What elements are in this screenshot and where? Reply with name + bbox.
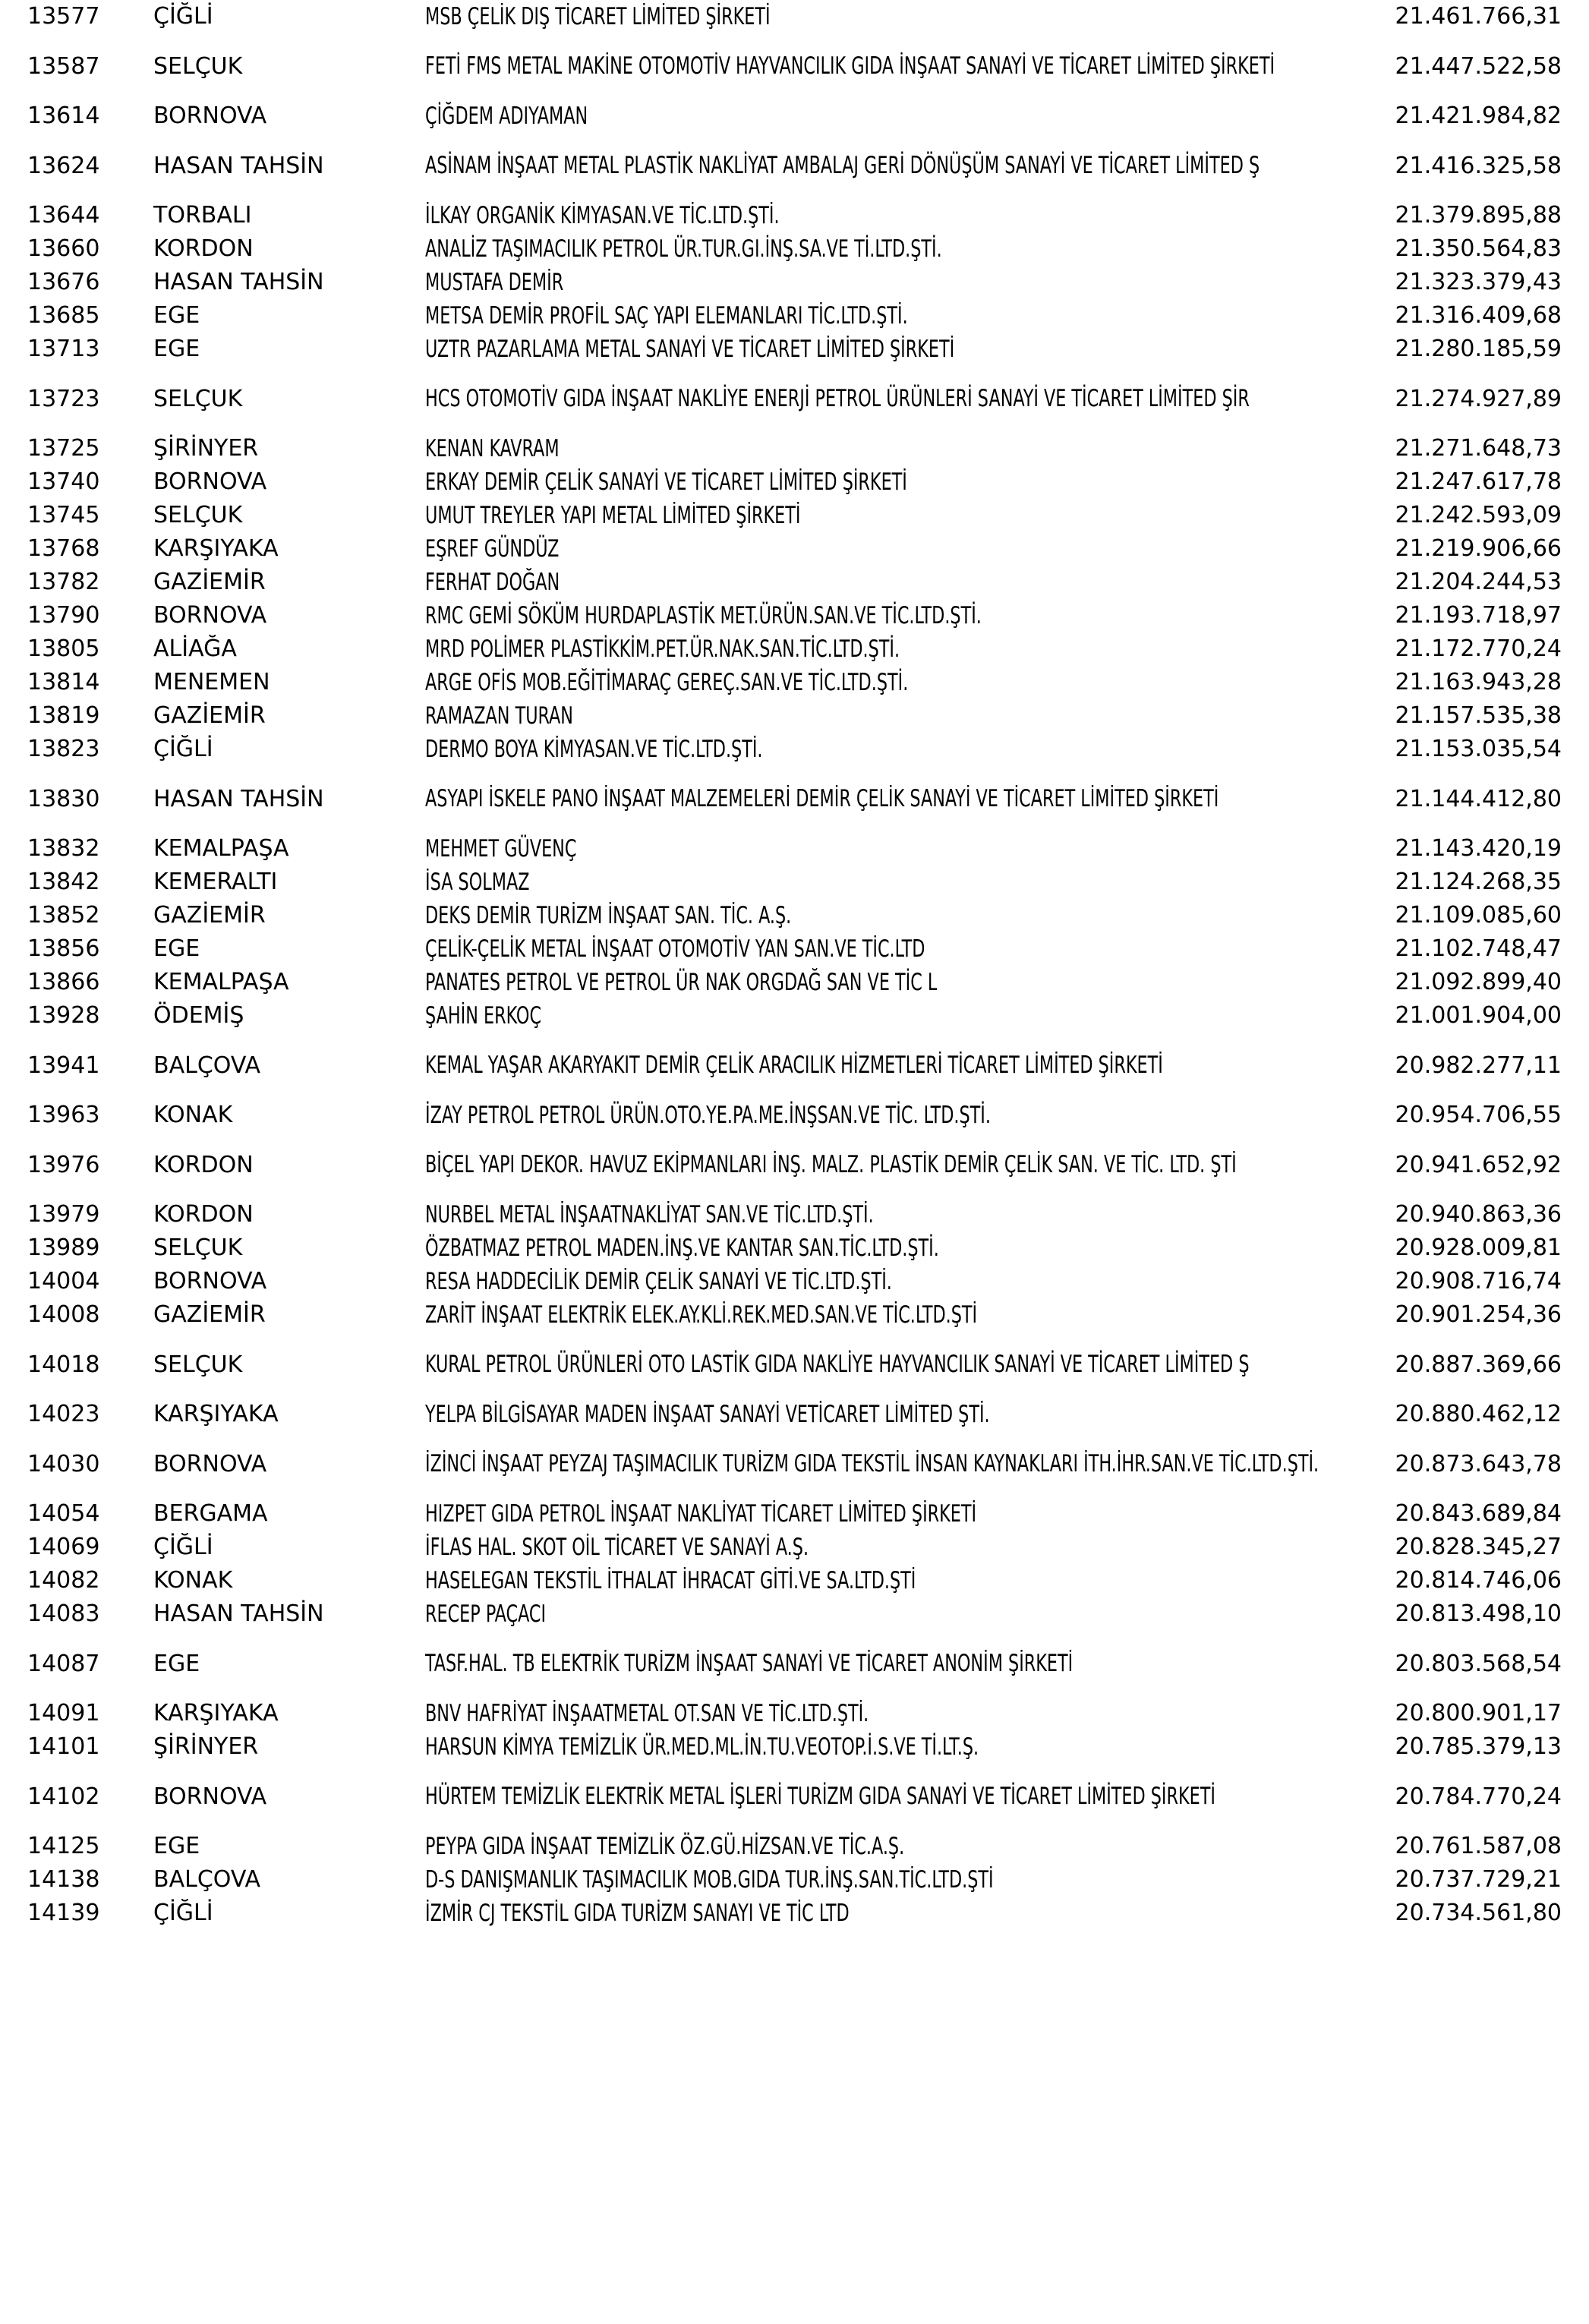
cell-tax-office: HASAN TAHSİN xyxy=(153,1600,324,1627)
cell-company-name xyxy=(418,1132,1388,1198)
company-name-text: EŞREF GÜNDÜZ xyxy=(425,534,560,563)
cell-debt-amount: 20.785.379,13 xyxy=(1395,1733,1562,1760)
cell-company-name xyxy=(418,1298,1388,1332)
company-name-text: HIZPET GIDA PETROL İNŞAAT NAKLİYAT TİCARET LİMİTED ŞİRKETİ xyxy=(425,1499,977,1528)
cell-tax-office: BALÇOVA xyxy=(153,1052,260,1079)
cell-tax-office: GAZİEMİR xyxy=(153,1301,266,1328)
cell-taxpayer-id: 13725 xyxy=(27,435,100,462)
company-name-text: NURBEL METAL İNŞAATNAKLİYAT SAN.VE TİC.LTD.ŞTİ. xyxy=(425,1200,874,1228)
cell-taxpayer-id: 14087 xyxy=(27,1650,100,1677)
cell-tax-office: KONAK xyxy=(153,1567,233,1594)
table-row xyxy=(0,266,1589,299)
company-name-text: ÖZBATMAZ PETROL MADEN.İNŞ.VE KANTAR SAN.TİC.LTD.ŞTİ. xyxy=(425,1234,939,1262)
cell-debt-amount: 21.204.244,53 xyxy=(1395,569,1562,595)
cell-company-name xyxy=(418,299,1388,333)
cell-debt-amount: 21.102.748,47 xyxy=(1395,935,1562,962)
table-row xyxy=(0,599,1589,632)
company-name-text: ZARİT İNŞAAT ELEKTRİK ELEK.AY.KLİ.REK.MED.SAN.VE TİC.LTD.ŞTİ xyxy=(425,1301,978,1329)
cell-taxpayer-id: 14004 xyxy=(27,1268,100,1294)
table-row xyxy=(0,966,1589,999)
cell-company-name xyxy=(418,766,1388,832)
table-row xyxy=(0,432,1589,465)
table-row xyxy=(0,1265,1589,1298)
cell-debt-amount: 20.880.462,12 xyxy=(1395,1401,1562,1427)
table-row xyxy=(0,1597,1589,1631)
table-row xyxy=(0,632,1589,666)
cell-taxpayer-id: 13979 xyxy=(27,1201,100,1228)
table-row xyxy=(0,999,1589,1033)
table-row xyxy=(0,1033,1589,1099)
cell-taxpayer-id: 14102 xyxy=(27,1783,100,1810)
table-row xyxy=(0,199,1589,232)
cell-company-name xyxy=(418,33,1388,99)
company-name-text: ARGE OFİS MOB.EĞİTİMARAÇ GEREÇ.SAN.VE TİC.LTD.ŞTİ. xyxy=(425,668,909,696)
cell-taxpayer-id: 14083 xyxy=(27,1600,100,1627)
cell-tax-office: ÖDEMİŞ xyxy=(153,1002,244,1029)
cell-debt-amount: 20.737.729,21 xyxy=(1395,1866,1562,1893)
company-name-text: RECEP PAÇACI xyxy=(425,1600,547,1628)
cell-debt-amount: 21.109.085,60 xyxy=(1395,902,1562,929)
cell-taxpayer-id: 13989 xyxy=(27,1235,100,1261)
company-name-text: HÜRTEM TEMİZLİK ELEKTRİK METAL İŞLERİ TURİZM GIDA SANAYİ VE TİCARET LİMİTED ŞİRKETİ xyxy=(425,1783,1215,1810)
table-row xyxy=(0,366,1589,432)
cell-debt-amount: 20.982.277,11 xyxy=(1395,1052,1562,1079)
cell-company-name xyxy=(418,1198,1388,1231)
company-name-text: İLKAY ORGANİK KİMYASAN.VE TİC.LTD.ŞTİ. xyxy=(425,201,780,229)
cell-debt-amount: 21.421.984,82 xyxy=(1395,102,1562,129)
cell-company-name xyxy=(418,133,1388,199)
company-name-text: RESA HADDECİLİK DEMİR ÇELİK SANAYİ VE TİC.LTD.ŞTİ. xyxy=(425,1267,892,1295)
cell-tax-office: BORNOVA xyxy=(153,1783,267,1810)
cell-debt-amount: 21.379.895,88 xyxy=(1395,202,1562,229)
cell-company-name xyxy=(418,1099,1388,1132)
table-row xyxy=(0,499,1589,532)
cell-debt-amount: 20.814.746,06 xyxy=(1395,1567,1562,1594)
company-name-text: PANATES PETROL VE PETROL ÜR NAK ORGDAĞ SAN VE TİC L xyxy=(425,968,938,996)
cell-tax-office: KORDON xyxy=(153,1151,254,1178)
cell-tax-office: KARŞIYAKA xyxy=(153,1700,279,1726)
cell-taxpayer-id: 13723 xyxy=(27,385,100,412)
cell-company-name xyxy=(418,866,1388,899)
cell-tax-office: KORDON xyxy=(153,1201,254,1228)
cell-taxpayer-id: 13745 xyxy=(27,502,100,528)
company-name-text: METSA DEMİR PROFİL SAÇ YAPI ELEMANLARI TİC.LTD.ŞTİ. xyxy=(425,301,908,330)
cell-taxpayer-id: 14101 xyxy=(27,1733,100,1760)
cell-tax-office: EGE xyxy=(153,302,200,329)
table-row xyxy=(0,333,1589,366)
cell-tax-office: SELÇUK xyxy=(153,52,243,80)
table-row xyxy=(0,733,1589,766)
cell-tax-office: BORNOVA xyxy=(153,468,267,495)
company-name-text: KEMAL YAŞAR AKARYAKIT DEMİR ÇELİK ARACILIK HİZMETLERİ TİCARET LİMİTED ŞİRKETİ xyxy=(425,1052,1163,1079)
cell-tax-office: ÇİĞLİ xyxy=(153,736,213,762)
cell-company-name xyxy=(418,632,1388,666)
table-row xyxy=(0,1497,1589,1531)
cell-company-name xyxy=(418,1830,1388,1863)
cell-company-name xyxy=(418,932,1388,966)
cell-tax-office: HASAN TAHSİN xyxy=(153,785,324,812)
cell-taxpayer-id: 13624 xyxy=(27,152,100,179)
cell-debt-amount: 20.908.716,74 xyxy=(1395,1268,1562,1294)
cell-taxpayer-id: 13832 xyxy=(27,835,100,862)
cell-taxpayer-id: 13768 xyxy=(27,535,100,562)
table-row xyxy=(0,699,1589,733)
cell-company-name xyxy=(418,999,1388,1033)
table-row xyxy=(0,465,1589,499)
cell-debt-amount: 21.447.522,58 xyxy=(1395,52,1562,80)
cell-taxpayer-id: 13819 xyxy=(27,702,100,729)
table-row xyxy=(0,1398,1589,1431)
table-row xyxy=(0,1863,1589,1897)
company-name-text: BNV HAFRİYAT İNŞAATMETAL OT.SAN VE TİC.LTD.ŞTİ. xyxy=(425,1699,869,1727)
table-row xyxy=(0,1531,1589,1564)
cell-debt-amount: 20.928.009,81 xyxy=(1395,1235,1562,1261)
cell-company-name xyxy=(418,1497,1388,1531)
cell-taxpayer-id: 13790 xyxy=(27,602,100,629)
cell-debt-amount: 20.828.345,27 xyxy=(1395,1534,1562,1560)
cell-debt-amount: 20.784.770,24 xyxy=(1395,1783,1562,1810)
cell-debt-amount: 20.887.369,66 xyxy=(1395,1351,1562,1378)
cell-company-name xyxy=(418,1033,1388,1099)
table-row xyxy=(0,1631,1589,1697)
cell-debt-amount: 20.901.254,36 xyxy=(1395,1301,1562,1328)
cell-taxpayer-id: 13976 xyxy=(27,1151,100,1178)
cell-tax-office: BALÇOVA xyxy=(153,1866,260,1893)
cell-debt-amount: 21.350.564,83 xyxy=(1395,235,1562,262)
cell-company-name xyxy=(418,0,1388,33)
cell-debt-amount: 21.153.035,54 xyxy=(1395,736,1562,762)
cell-debt-amount: 20.843.689,84 xyxy=(1395,1500,1562,1527)
cell-taxpayer-id: 13644 xyxy=(27,202,100,229)
cell-debt-amount: 21.172.770,24 xyxy=(1395,635,1562,662)
cell-company-name xyxy=(418,1697,1388,1730)
cell-tax-office: SELÇUK xyxy=(153,1351,243,1378)
table-row xyxy=(0,666,1589,699)
cell-debt-amount: 21.416.325,58 xyxy=(1395,152,1562,179)
company-name-text: DEKS DEMİR TURİZM İNŞAAT SAN. TİC. A.Ş. xyxy=(425,901,792,929)
cell-debt-amount: 20.813.498,10 xyxy=(1395,1600,1562,1627)
table-row xyxy=(0,1132,1589,1198)
cell-taxpayer-id: 14138 xyxy=(27,1866,100,1893)
cell-company-name xyxy=(418,465,1388,499)
company-name-text: İSA SOLMAZ xyxy=(425,868,530,896)
table-row xyxy=(0,1198,1589,1231)
company-name-text: ÇELİK-ÇELİK METAL İNŞAAT OTOMOTİV YAN SAN.VE TİC.LTD xyxy=(425,935,925,963)
cell-taxpayer-id: 13713 xyxy=(27,336,100,362)
cell-company-name xyxy=(418,1531,1388,1564)
cell-taxpayer-id: 13866 xyxy=(27,969,100,995)
company-name-text: TASF.HAL. TB ELEKTRİK TURİZM İNŞAAT SANAYİ VE TİCARET ANONİM ŞİRKETİ xyxy=(425,1650,1074,1677)
company-name-text: RAMAZAN TURAN xyxy=(425,702,573,730)
table-row xyxy=(0,1730,1589,1764)
cell-tax-office: GAZİEMİR xyxy=(153,702,266,729)
company-name-text: İZMİR CJ TEKSTİL GIDA TURİZM SANAYI VE TİC LTD xyxy=(425,1899,850,1927)
cell-debt-amount: 21.124.268,35 xyxy=(1395,869,1562,895)
company-name-text: ANALİZ TAŞIMACILIK PETROL ÜR.TUR.GI.İNŞ.SA.VE Tİ.LTD.ŞTİ. xyxy=(425,235,942,263)
cell-tax-office: ŞİRİNYER xyxy=(153,1733,259,1760)
cell-tax-office: KEMERALTI xyxy=(153,869,278,895)
table-row xyxy=(0,866,1589,899)
cell-company-name xyxy=(418,699,1388,733)
table-row xyxy=(0,566,1589,599)
cell-debt-amount: 20.803.568,54 xyxy=(1395,1650,1562,1677)
cell-company-name xyxy=(418,1332,1388,1398)
cell-taxpayer-id: 13676 xyxy=(27,269,100,295)
company-name-text: HASELEGAN TEKSTİL İTHALAT İHRACAT GİTİ.VE SA.LTD.ŞTİ xyxy=(425,1566,916,1594)
company-name-text: MSB ÇELİK DIŞ TİCARET LİMİTED ŞİRKETİ xyxy=(425,2,771,30)
company-name-text: ERKAY DEMİR ÇELİK SANAYİ VE TİCARET LİMİTED ŞİRKETİ xyxy=(425,468,907,496)
cell-taxpayer-id: 14054 xyxy=(27,1500,100,1527)
cell-company-name xyxy=(418,1897,1388,1930)
cell-company-name xyxy=(418,733,1388,766)
cell-debt-amount: 20.800.901,17 xyxy=(1395,1700,1562,1726)
cell-debt-amount: 21.271.648,73 xyxy=(1395,435,1562,462)
cell-taxpayer-id: 14091 xyxy=(27,1700,100,1726)
cell-company-name xyxy=(418,1431,1388,1497)
cell-tax-office: BORNOVA xyxy=(153,1450,267,1477)
cell-debt-amount: 21.323.379,43 xyxy=(1395,269,1562,295)
cell-debt-amount: 20.954.706,55 xyxy=(1395,1102,1562,1128)
cell-tax-office: KEMALPAŞA xyxy=(153,835,289,862)
cell-company-name xyxy=(418,499,1388,532)
cell-taxpayer-id: 13842 xyxy=(27,869,100,895)
cell-debt-amount: 21.193.718,97 xyxy=(1395,602,1562,629)
company-name-text: HCS OTOMOTİV GIDA İNŞAAT NAKLİYE ENERJİ PETROL ÜRÜNLERİ SANAYİ VE TİCARET LİMİTED ŞİR xyxy=(425,385,1250,412)
table-row xyxy=(0,232,1589,266)
company-name-text: İZİNCİ İNŞAAT PEYZAJ TAŞIMACILIK TURİZM GIDA TEKSTİL İNSAN KAYNAKLARI İTH.İHR.SAN.VE TİC.LTD.ŞTİ. xyxy=(425,1450,1319,1477)
table-row xyxy=(0,33,1589,99)
cell-company-name xyxy=(418,99,1388,133)
cell-tax-office: GAZİEMİR xyxy=(153,569,266,595)
cell-debt-amount: 21.143.420,19 xyxy=(1395,835,1562,862)
table-row xyxy=(0,532,1589,566)
cell-tax-office: BORNOVA xyxy=(153,102,267,129)
company-name-text: BİÇEL YAPI DEKOR. HAVUZ EKİPMANLARI İNŞ. MALZ. PLASTİK DEMİR ÇELİK SAN. VE TİC. LTD. ŞTİ xyxy=(425,1151,1237,1178)
cell-company-name xyxy=(418,599,1388,632)
cell-tax-office: EGE xyxy=(153,1650,200,1677)
company-name-text: RMC GEMİ SÖKÜM HURDAPLASTİK MET.ÜRÜN.SAN.VE TİC.LTD.ŞTİ. xyxy=(425,601,982,629)
cell-company-name xyxy=(418,366,1388,432)
cell-debt-amount: 21.219.906,66 xyxy=(1395,535,1562,562)
cell-tax-office: BORNOVA xyxy=(153,1268,267,1294)
table-row xyxy=(0,932,1589,966)
cell-tax-office: HASAN TAHSİN xyxy=(153,152,324,179)
company-name-text: HARSUN KİMYA TEMİZLİK ÜR.MED.ML.İN.TU.VEOTOP.İ.S.VE Tİ.LT.Ş. xyxy=(425,1733,979,1761)
cell-company-name xyxy=(418,1564,1388,1597)
cell-tax-office: GAZİEMİR xyxy=(153,902,266,929)
cell-tax-office: EGE xyxy=(153,336,200,362)
cell-taxpayer-id: 14069 xyxy=(27,1534,100,1560)
cell-taxpayer-id: 13814 xyxy=(27,669,100,695)
cell-company-name xyxy=(418,966,1388,999)
table-row xyxy=(0,1298,1589,1332)
cell-taxpayer-id: 14008 xyxy=(27,1301,100,1328)
cell-debt-amount: 21.001.904,00 xyxy=(1395,1002,1562,1029)
cell-debt-amount: 21.316.409,68 xyxy=(1395,302,1562,329)
company-name-text: MUSTAFA DEMİR xyxy=(425,268,564,296)
table-row xyxy=(0,299,1589,333)
company-name-text: D-S DANIŞMANLIK TAŞIMACILIK MOB.GIDA TUR.İNŞ.SAN.TİC.LTD.ŞTİ xyxy=(425,1865,994,1894)
cell-debt-amount: 21.092.899,40 xyxy=(1395,969,1562,995)
cell-taxpayer-id: 13830 xyxy=(27,785,100,812)
cell-taxpayer-id: 14023 xyxy=(27,1401,100,1427)
cell-company-name xyxy=(418,1231,1388,1265)
cell-taxpayer-id: 13587 xyxy=(27,52,100,80)
cell-company-name xyxy=(418,1764,1388,1830)
cell-company-name xyxy=(418,1631,1388,1697)
cell-company-name xyxy=(418,232,1388,266)
cell-tax-office: KEMALPAŞA xyxy=(153,969,289,995)
cell-debt-amount: 20.734.561,80 xyxy=(1395,1900,1562,1926)
cell-taxpayer-id: 13740 xyxy=(27,468,100,495)
cell-debt-amount: 21.274.927,89 xyxy=(1395,385,1562,412)
table-row xyxy=(0,766,1589,832)
cell-tax-office: SELÇUK xyxy=(153,502,243,528)
table-row xyxy=(0,1897,1589,1930)
cell-debt-amount: 21.461.766,31 xyxy=(1395,3,1562,30)
company-name-text: ASYAPI İSKELE PANO İNŞAAT MALZEMELERİ DEMİR ÇELİK SANAYİ VE TİCARET LİMİTED ŞİRKETİ xyxy=(425,785,1219,812)
company-name-text: ÇİĞDEM ADIYAMAN xyxy=(425,102,588,130)
company-name-text: KURAL PETROL ÜRÜNLERİ OTO LASTİK GIDA NAKLİYE HAYVANCILIK SANAYİ VE TİCARET LİMİTED Ş xyxy=(425,1351,1250,1378)
cell-company-name xyxy=(418,1398,1388,1431)
cell-debt-amount: 20.940.863,36 xyxy=(1395,1201,1562,1228)
cell-debt-amount: 21.242.593,09 xyxy=(1395,502,1562,528)
cell-debt-amount: 21.144.412,80 xyxy=(1395,785,1562,812)
cell-tax-office: SELÇUK xyxy=(153,385,243,412)
cell-company-name xyxy=(418,566,1388,599)
cell-company-name xyxy=(418,532,1388,566)
table-row xyxy=(0,1564,1589,1597)
table-row xyxy=(0,1830,1589,1863)
cell-company-name xyxy=(418,1730,1388,1764)
cell-tax-office: ÇİĞLİ xyxy=(153,1900,213,1926)
table-row xyxy=(0,1697,1589,1730)
cell-debt-amount: 21.157.535,38 xyxy=(1395,702,1562,729)
cell-taxpayer-id: 14082 xyxy=(27,1567,100,1594)
table-row xyxy=(0,0,1589,33)
cell-tax-office: ŞİRİNYER xyxy=(153,435,259,462)
cell-tax-office: BERGAMA xyxy=(153,1500,268,1527)
cell-tax-office: MENEMEN xyxy=(153,669,270,695)
cell-debt-amount: 20.941.652,92 xyxy=(1395,1151,1562,1178)
cell-tax-office: HASAN TAHSİN xyxy=(153,269,324,295)
cell-debt-amount: 21.280.185,59 xyxy=(1395,336,1562,362)
cell-taxpayer-id: 14125 xyxy=(27,1833,100,1859)
company-name-text: KENAN KAVRAM xyxy=(425,434,560,462)
company-name-text: İZAY PETROL PETROL ÜRÜN.OTO.YE.PA.ME.İNŞSAN.VE TİC. LTD.ŞTİ. xyxy=(425,1101,991,1129)
table-row xyxy=(0,99,1589,133)
cell-company-name xyxy=(418,1597,1388,1631)
cell-taxpayer-id: 14139 xyxy=(27,1900,100,1926)
table-row xyxy=(0,1431,1589,1497)
company-name-text: UMUT TREYLER YAPI METAL LİMİTED ŞİRKETİ xyxy=(425,501,801,529)
cell-tax-office: KARŞIYAKA xyxy=(153,535,279,562)
cell-tax-office: BORNOVA xyxy=(153,602,267,629)
cell-debt-amount: 20.873.643,78 xyxy=(1395,1450,1562,1477)
company-name-text: İFLAS HAL. SKOT OİL TİCARET VE SANAYİ A.Ş. xyxy=(425,1533,809,1561)
cell-taxpayer-id: 13660 xyxy=(27,235,100,262)
table-row xyxy=(0,1099,1589,1132)
company-name-text: YELPA BİLGİSAYAR MADEN İNŞAAT SANAYİ VETİCARET LİMİTED ŞTİ. xyxy=(425,1400,990,1428)
cell-taxpayer-id: 13685 xyxy=(27,302,100,329)
cell-debt-amount: 20.761.587,08 xyxy=(1395,1833,1562,1859)
table-row xyxy=(0,832,1589,866)
table-row xyxy=(0,1764,1589,1830)
table-row xyxy=(0,1231,1589,1265)
cell-tax-office: SELÇUK xyxy=(153,1235,243,1261)
cell-company-name xyxy=(418,1863,1388,1897)
cell-taxpayer-id: 13941 xyxy=(27,1052,100,1079)
cell-company-name xyxy=(418,666,1388,699)
cell-tax-office: KORDON xyxy=(153,235,254,262)
table-row xyxy=(0,899,1589,932)
cell-company-name xyxy=(418,1265,1388,1298)
cell-taxpayer-id: 13963 xyxy=(27,1102,100,1128)
cell-taxpayer-id: 13805 xyxy=(27,635,100,662)
cell-taxpayer-id: 13614 xyxy=(27,102,100,129)
cell-taxpayer-id: 13823 xyxy=(27,736,100,762)
cell-tax-office: KARŞIYAKA xyxy=(153,1401,279,1427)
company-name-text: MEHMET GÜVENÇ xyxy=(425,834,577,862)
cell-taxpayer-id: 13577 xyxy=(27,3,100,30)
table-row xyxy=(0,133,1589,199)
cell-taxpayer-id: 13856 xyxy=(27,935,100,962)
cell-taxpayer-id: 13782 xyxy=(27,569,100,595)
company-name-text: ASİNAM İNŞAAT METAL PLASTİK NAKLİYAT AMBALAJ GERİ DÖNÜŞÜM SANAYİ VE TİCARET LİMİTED Ş xyxy=(425,152,1260,179)
cell-taxpayer-id: 14030 xyxy=(27,1450,100,1477)
cell-tax-office: EGE xyxy=(153,1833,200,1859)
cell-taxpayer-id: 13852 xyxy=(27,902,100,929)
company-name-text: PEYPA GIDA İNŞAAT TEMİZLİK ÖZ.GÜ.HİZSAN.VE TİC.A.Ş. xyxy=(425,1832,905,1860)
company-name-text: DERMO BOYA KİMYASAN.VE TİC.LTD.ŞTİ. xyxy=(425,735,763,763)
cell-tax-office: ÇİĞLİ xyxy=(153,3,213,30)
cell-company-name xyxy=(418,899,1388,932)
cell-company-name xyxy=(418,266,1388,299)
cell-company-name xyxy=(418,333,1388,366)
cell-tax-office: TORBALI xyxy=(153,202,252,229)
company-name-text: ŞAHİN ERKOÇ xyxy=(425,1001,542,1030)
company-name-text: UZTR PAZARLAMA METAL SANAYİ VE TİCARET LİMİTED ŞİRKETİ xyxy=(425,335,955,363)
company-name-text: FETİ FMS METAL MAKİNE OTOMOTİV HAYVANCILIK GIDA İNŞAAT SANAYİ VE TİCARET LİMİTED ŞİRKETİ xyxy=(425,52,1275,80)
cell-debt-amount: 21.163.943,28 xyxy=(1395,669,1562,695)
cell-taxpayer-id: 13928 xyxy=(27,1002,100,1029)
cell-debt-amount: 21.247.617,78 xyxy=(1395,468,1562,495)
cell-tax-office: ÇİĞLİ xyxy=(153,1534,213,1560)
cell-tax-office: EGE xyxy=(153,935,200,962)
cell-company-name xyxy=(418,199,1388,232)
company-name-text: FERHAT DOĞAN xyxy=(425,568,560,596)
cell-tax-office: ALİAĞA xyxy=(153,635,237,662)
cell-taxpayer-id: 14018 xyxy=(27,1351,100,1378)
table-row xyxy=(0,1332,1589,1398)
cell-company-name xyxy=(418,432,1388,465)
cell-tax-office: KONAK xyxy=(153,1102,233,1128)
cell-company-name xyxy=(418,832,1388,866)
company-name-text: MRD POLİMER PLASTİKKİM.PET.ÜR.NAK.SAN.TİC.LTD.ŞTİ. xyxy=(425,635,900,663)
